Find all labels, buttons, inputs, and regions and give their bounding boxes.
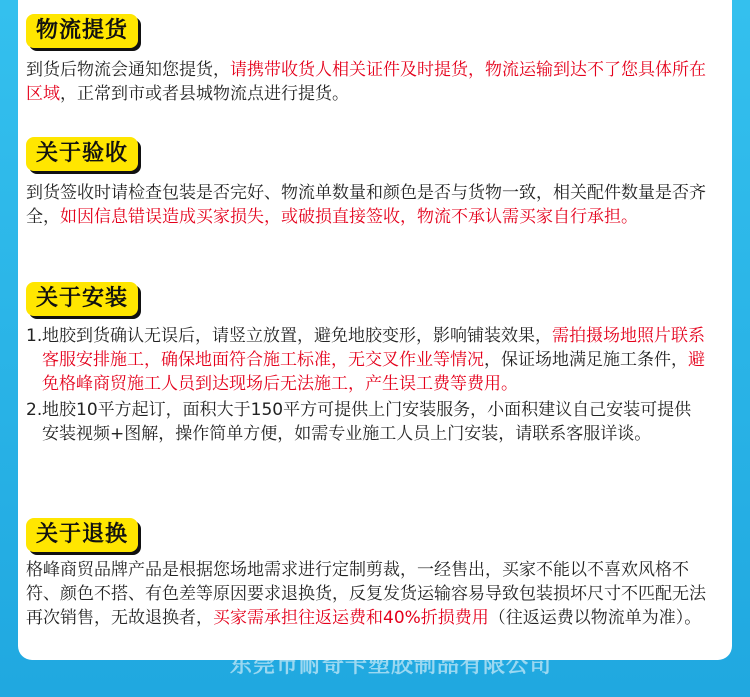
text-run: ，保证场地满足施工条件， (484, 350, 688, 370)
section-paragraph (26, 558, 706, 630)
section-paragraph (26, 58, 706, 106)
text-run-highlight: 需拍摄场地照片联系客服安排施工，确保地面符合施工标准，无交叉作业等情况 (42, 326, 705, 370)
section-title-badge: 关于退换 (26, 518, 138, 552)
text-run-highlight: 避免格峰商贸施工人员到达现场后无法施工，产生误工费等费用。 (42, 350, 705, 394)
section-title-badge: 关于验收 (26, 137, 138, 171)
text-run: 地胶10平方起订，面积大于150平方可提供上门安装服务，小面积建议自己安装可提供安装视频+图解，操作简单方便，如需专业施工人员上门安装，请联系客服详谈。 (42, 400, 692, 444)
section-inspection (26, 137, 706, 229)
section-logistics (26, 14, 706, 106)
text-run-highlight: 请携带收货人相关证件及时提货，物流运输到达不了您具体所在区域 (26, 60, 706, 104)
section-returns (26, 518, 706, 630)
text-run: 到货后物流会通知您提货， (26, 60, 230, 80)
text-run-highlight: 买家需承担往返运费和40%折损费用 (213, 608, 489, 628)
text-run-highlight: 如因信息错误造成买家损失，或破损直接签收，物流不承认需买家自行承担。 (60, 207, 638, 227)
company-watermark: 东莞市耐奇卡塑胶制品有限公司 (230, 653, 553, 678)
section-list (26, 324, 706, 446)
section-title-badge: 关于安装 (26, 282, 138, 316)
text-run: 格峰商贸品牌产品是根据您场地需求进行定制剪裁，一经售出，买家不能以不喜欢风格不符、颜色不搭、有色差等原因要求退换货，反复发货运输容易导致包装损坏尺寸不匹配无法再次销售，无故退换者， (26, 560, 706, 628)
list-item (26, 398, 706, 446)
list-item (26, 324, 706, 396)
section-installation (26, 282, 706, 446)
section-paragraph (26, 181, 706, 229)
list-item-number: 1. (26, 326, 43, 346)
section-title-badge: 物流提货 (26, 14, 138, 48)
list-item-number: 2. (26, 400, 43, 420)
text-run: （往返运费以物流单为准）。 (488, 608, 702, 628)
text-run: 地胶到货确认无误后，请竖立放置，避免地胶变形，影响铺装效果， (42, 326, 552, 346)
text-run: 到货签收时请检查包装是否完好、物流单数量和颜色是否与货物一致，相关配件数量是否齐全， (26, 183, 706, 227)
text-run: ，正常到市或者县城物流点进行提货。 (60, 84, 349, 104)
